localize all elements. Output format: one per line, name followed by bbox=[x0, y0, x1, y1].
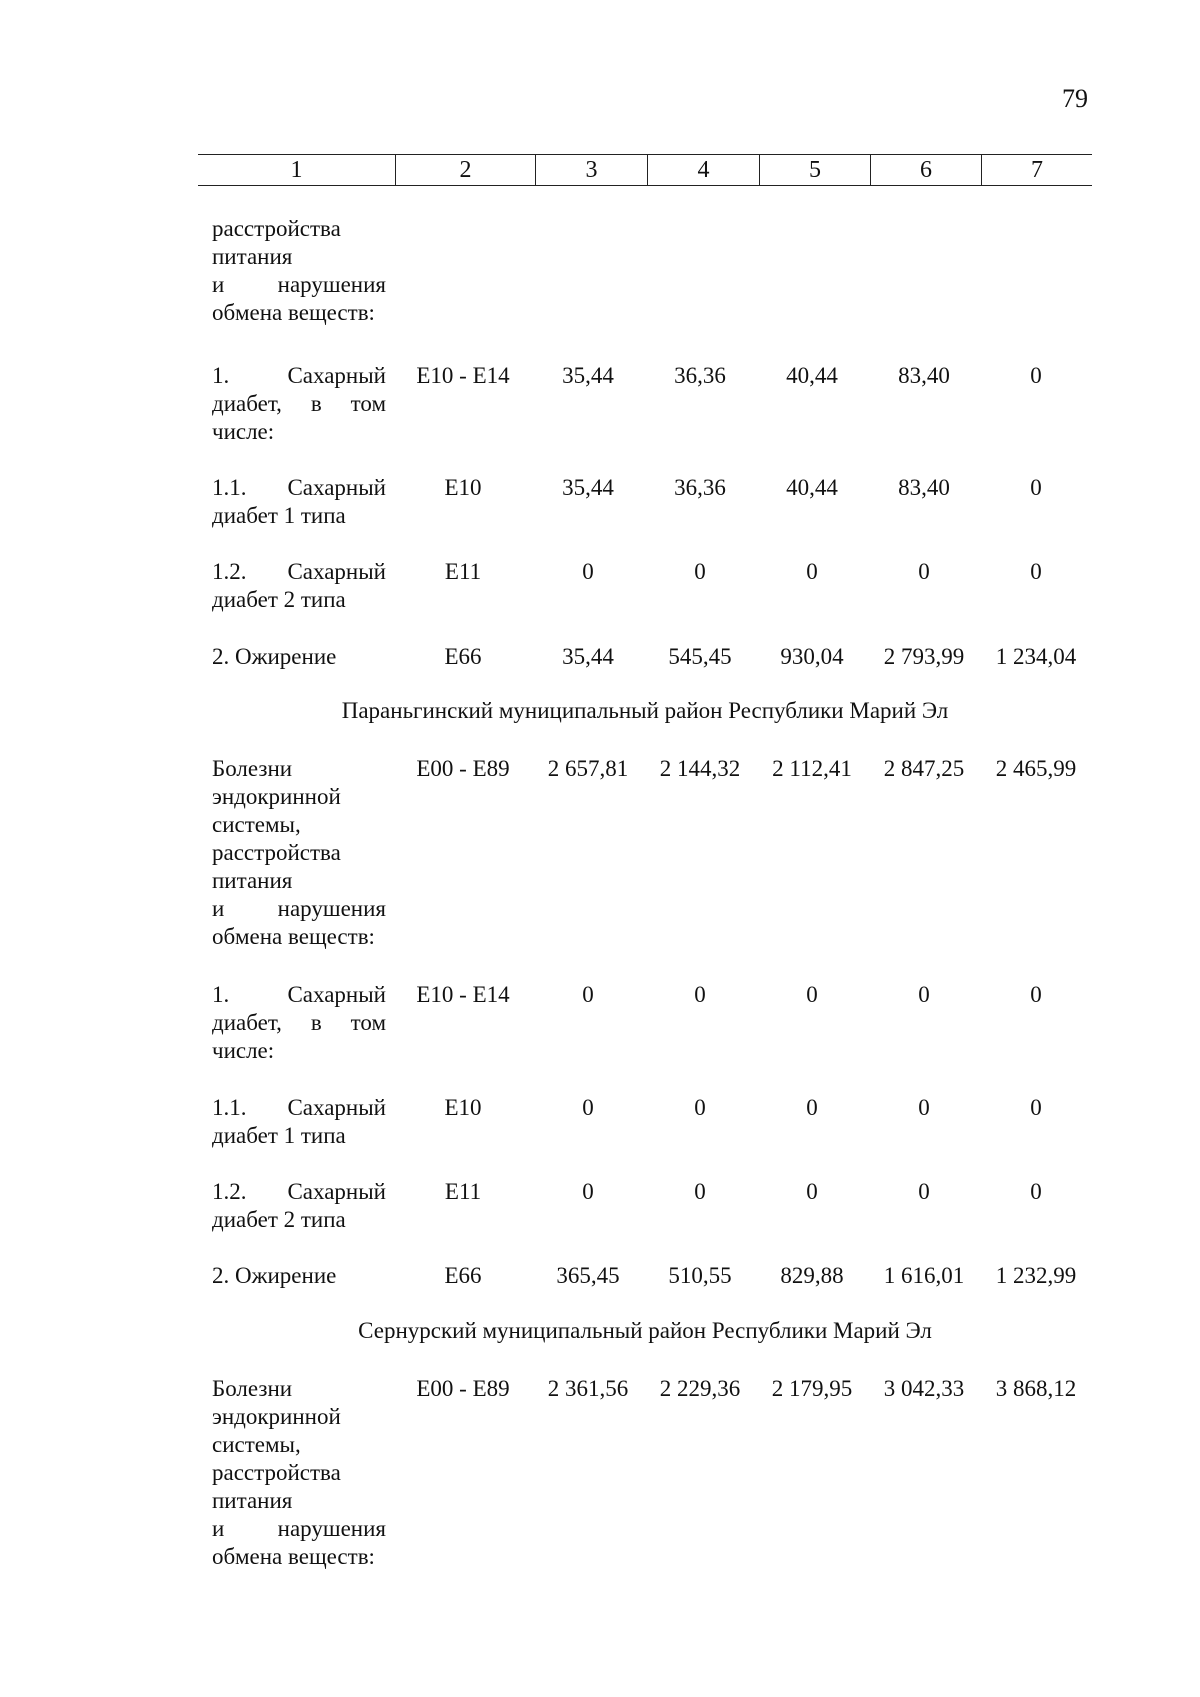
value-col-7: 2 465,99 bbox=[995, 756, 1077, 781]
value-col-6: 3 042,33 bbox=[883, 1376, 965, 1401]
value-col-3: 35,44 bbox=[562, 644, 614, 669]
value-col-7: 0 bbox=[1030, 363, 1042, 388]
row-description bbox=[212, 215, 386, 327]
description-line: 1.2. Сахарный bbox=[212, 559, 386, 584]
description-line: диабет 2 типа bbox=[212, 1207, 346, 1232]
value-col-3: 35,44 bbox=[562, 475, 614, 500]
icd-code: E00 - E89 bbox=[416, 1376, 510, 1401]
description-line: системы, bbox=[212, 1432, 301, 1457]
value-col-6: 0 bbox=[918, 1179, 930, 1204]
description-line: питания bbox=[212, 244, 293, 269]
row-description bbox=[212, 362, 386, 446]
icd-code: E10 bbox=[444, 475, 482, 500]
value-col-7: 0 bbox=[1030, 982, 1042, 1007]
value-col-5: 40,44 bbox=[786, 475, 838, 500]
value-col-3: 2 361,56 bbox=[547, 1376, 629, 1401]
icd-code: E10 bbox=[444, 1095, 482, 1120]
description-line: диабет, в том bbox=[212, 1010, 386, 1035]
value-col-4: 0 bbox=[694, 559, 706, 584]
description-line: расстройства bbox=[212, 216, 341, 241]
description-line: числе: bbox=[212, 1038, 275, 1063]
value-col-4: 36,36 bbox=[674, 363, 726, 388]
row-description bbox=[212, 643, 386, 671]
value-col-6: 2 793,99 bbox=[883, 644, 965, 669]
header-col-7: 7 bbox=[981, 155, 1092, 185]
page-number: 79 bbox=[1062, 84, 1088, 113]
value-col-6: 0 bbox=[918, 559, 930, 584]
value-col-3: 0 bbox=[582, 1095, 594, 1120]
icd-code: E11 bbox=[444, 1179, 482, 1204]
value-col-3: 2 657,81 bbox=[547, 756, 629, 781]
value-col-6: 0 bbox=[918, 1095, 930, 1120]
value-col-5: 0 bbox=[806, 1179, 818, 1204]
description-line: обмена веществ: bbox=[212, 924, 375, 949]
value-col-4: 0 bbox=[694, 982, 706, 1007]
value-col-7: 0 bbox=[1030, 1095, 1042, 1120]
icd-code: E66 bbox=[444, 644, 482, 669]
value-col-7: 0 bbox=[1030, 1179, 1042, 1204]
description-line: диабет 2 типа bbox=[212, 587, 346, 612]
description-line: системы, bbox=[212, 812, 301, 837]
value-col-3: 0 bbox=[582, 559, 594, 584]
value-col-7: 0 bbox=[1030, 559, 1042, 584]
header-col-1: 1 bbox=[290, 156, 303, 183]
value-col-6: 0 bbox=[918, 982, 930, 1007]
value-col-5: 0 bbox=[806, 559, 818, 584]
description-line: Болезни bbox=[212, 1376, 293, 1401]
value-col-5: 0 bbox=[806, 982, 818, 1007]
value-col-5: 40,44 bbox=[786, 363, 838, 388]
description-line: обмена веществ: bbox=[212, 1544, 375, 1569]
description-line: питания bbox=[212, 1488, 293, 1513]
region-heading: Сернурский муниципальный район Республики Марий Эл bbox=[358, 1318, 932, 1343]
header-col-6: 6 bbox=[870, 155, 981, 185]
header-col-2: 2 bbox=[395, 155, 535, 185]
value-col-5: 930,04 bbox=[780, 644, 844, 669]
region-heading: Параньгинский муниципальный район Республики Марий Эл bbox=[341, 698, 949, 723]
row-description bbox=[212, 755, 386, 951]
row-description bbox=[212, 1178, 386, 1234]
value-col-7: 0 bbox=[1030, 475, 1042, 500]
value-col-4: 0 bbox=[694, 1095, 706, 1120]
value-col-4: 0 bbox=[694, 1179, 706, 1204]
value-col-3: 0 bbox=[582, 1179, 594, 1204]
description-line: диабет, в том bbox=[212, 391, 386, 416]
description-line: эндокринной bbox=[212, 1404, 341, 1429]
description-line: 1.1. Сахарный bbox=[212, 475, 386, 500]
value-col-7: 3 868,12 bbox=[995, 1376, 1077, 1401]
value-col-5: 0 bbox=[806, 1095, 818, 1120]
value-col-6: 83,40 bbox=[898, 475, 950, 500]
row-description bbox=[212, 1262, 386, 1290]
description-line: и нарушения bbox=[212, 1516, 386, 1541]
description-line: 1. Сахарный bbox=[212, 363, 386, 388]
description-line: питания bbox=[212, 868, 293, 893]
description-line: эндокринной bbox=[212, 784, 341, 809]
description-line: диабет 1 типа bbox=[212, 1123, 346, 1148]
row-description bbox=[212, 1094, 386, 1150]
value-col-7: 1 234,04 bbox=[995, 644, 1077, 669]
icd-code: E10 - E14 bbox=[416, 982, 510, 1007]
description-line: 1. Сахарный bbox=[212, 982, 386, 1007]
description-line: Болезни bbox=[212, 756, 293, 781]
description-line: расстройства bbox=[212, 840, 341, 865]
value-col-4: 510,55 bbox=[668, 1263, 732, 1288]
description-line: 2. Ожирение bbox=[212, 1263, 337, 1288]
description-line: и нарушения bbox=[212, 896, 386, 921]
row-description bbox=[212, 474, 386, 530]
header-col-3: 3 bbox=[535, 155, 647, 185]
header-col-4: 4 bbox=[647, 155, 759, 185]
description-line: числе: bbox=[212, 419, 275, 444]
value-col-4: 545,45 bbox=[668, 644, 732, 669]
description-line: обмена веществ: bbox=[212, 300, 375, 325]
description-line: и нарушения bbox=[212, 272, 386, 297]
description-line: 1.2. Сахарный bbox=[212, 1179, 386, 1204]
value-col-6: 83,40 bbox=[898, 363, 950, 388]
value-col-3: 365,45 bbox=[556, 1263, 620, 1288]
icd-code: E66 bbox=[444, 1263, 482, 1288]
value-col-3: 0 bbox=[582, 982, 594, 1007]
value-col-5: 2 112,41 bbox=[772, 756, 852, 781]
icd-code: E11 bbox=[444, 559, 482, 584]
value-col-3: 35,44 bbox=[562, 363, 614, 388]
row-description bbox=[212, 558, 386, 614]
value-col-6: 1 616,01 bbox=[883, 1263, 965, 1288]
value-col-4: 2 144,32 bbox=[659, 756, 741, 781]
value-col-5: 829,88 bbox=[780, 1263, 844, 1288]
description-line: диабет 1 типа bbox=[212, 503, 346, 528]
table-header bbox=[198, 154, 1092, 186]
row-description bbox=[212, 1375, 386, 1571]
value-col-5: 2 179,95 bbox=[771, 1376, 853, 1401]
description-line: расстройства bbox=[212, 1460, 341, 1485]
value-col-6: 2 847,25 bbox=[883, 756, 965, 781]
value-col-4: 36,36 bbox=[674, 475, 726, 500]
header-col-5: 5 bbox=[759, 155, 870, 185]
description-line: 1.1. Сахарный bbox=[212, 1095, 386, 1120]
value-col-7: 1 232,99 bbox=[995, 1263, 1077, 1288]
value-col-4: 2 229,36 bbox=[659, 1376, 741, 1401]
icd-code: E00 - E89 bbox=[416, 756, 510, 781]
icd-code: E10 - E14 bbox=[416, 363, 510, 388]
row-description bbox=[212, 981, 386, 1065]
description-line: 2. Ожирение bbox=[212, 644, 337, 669]
